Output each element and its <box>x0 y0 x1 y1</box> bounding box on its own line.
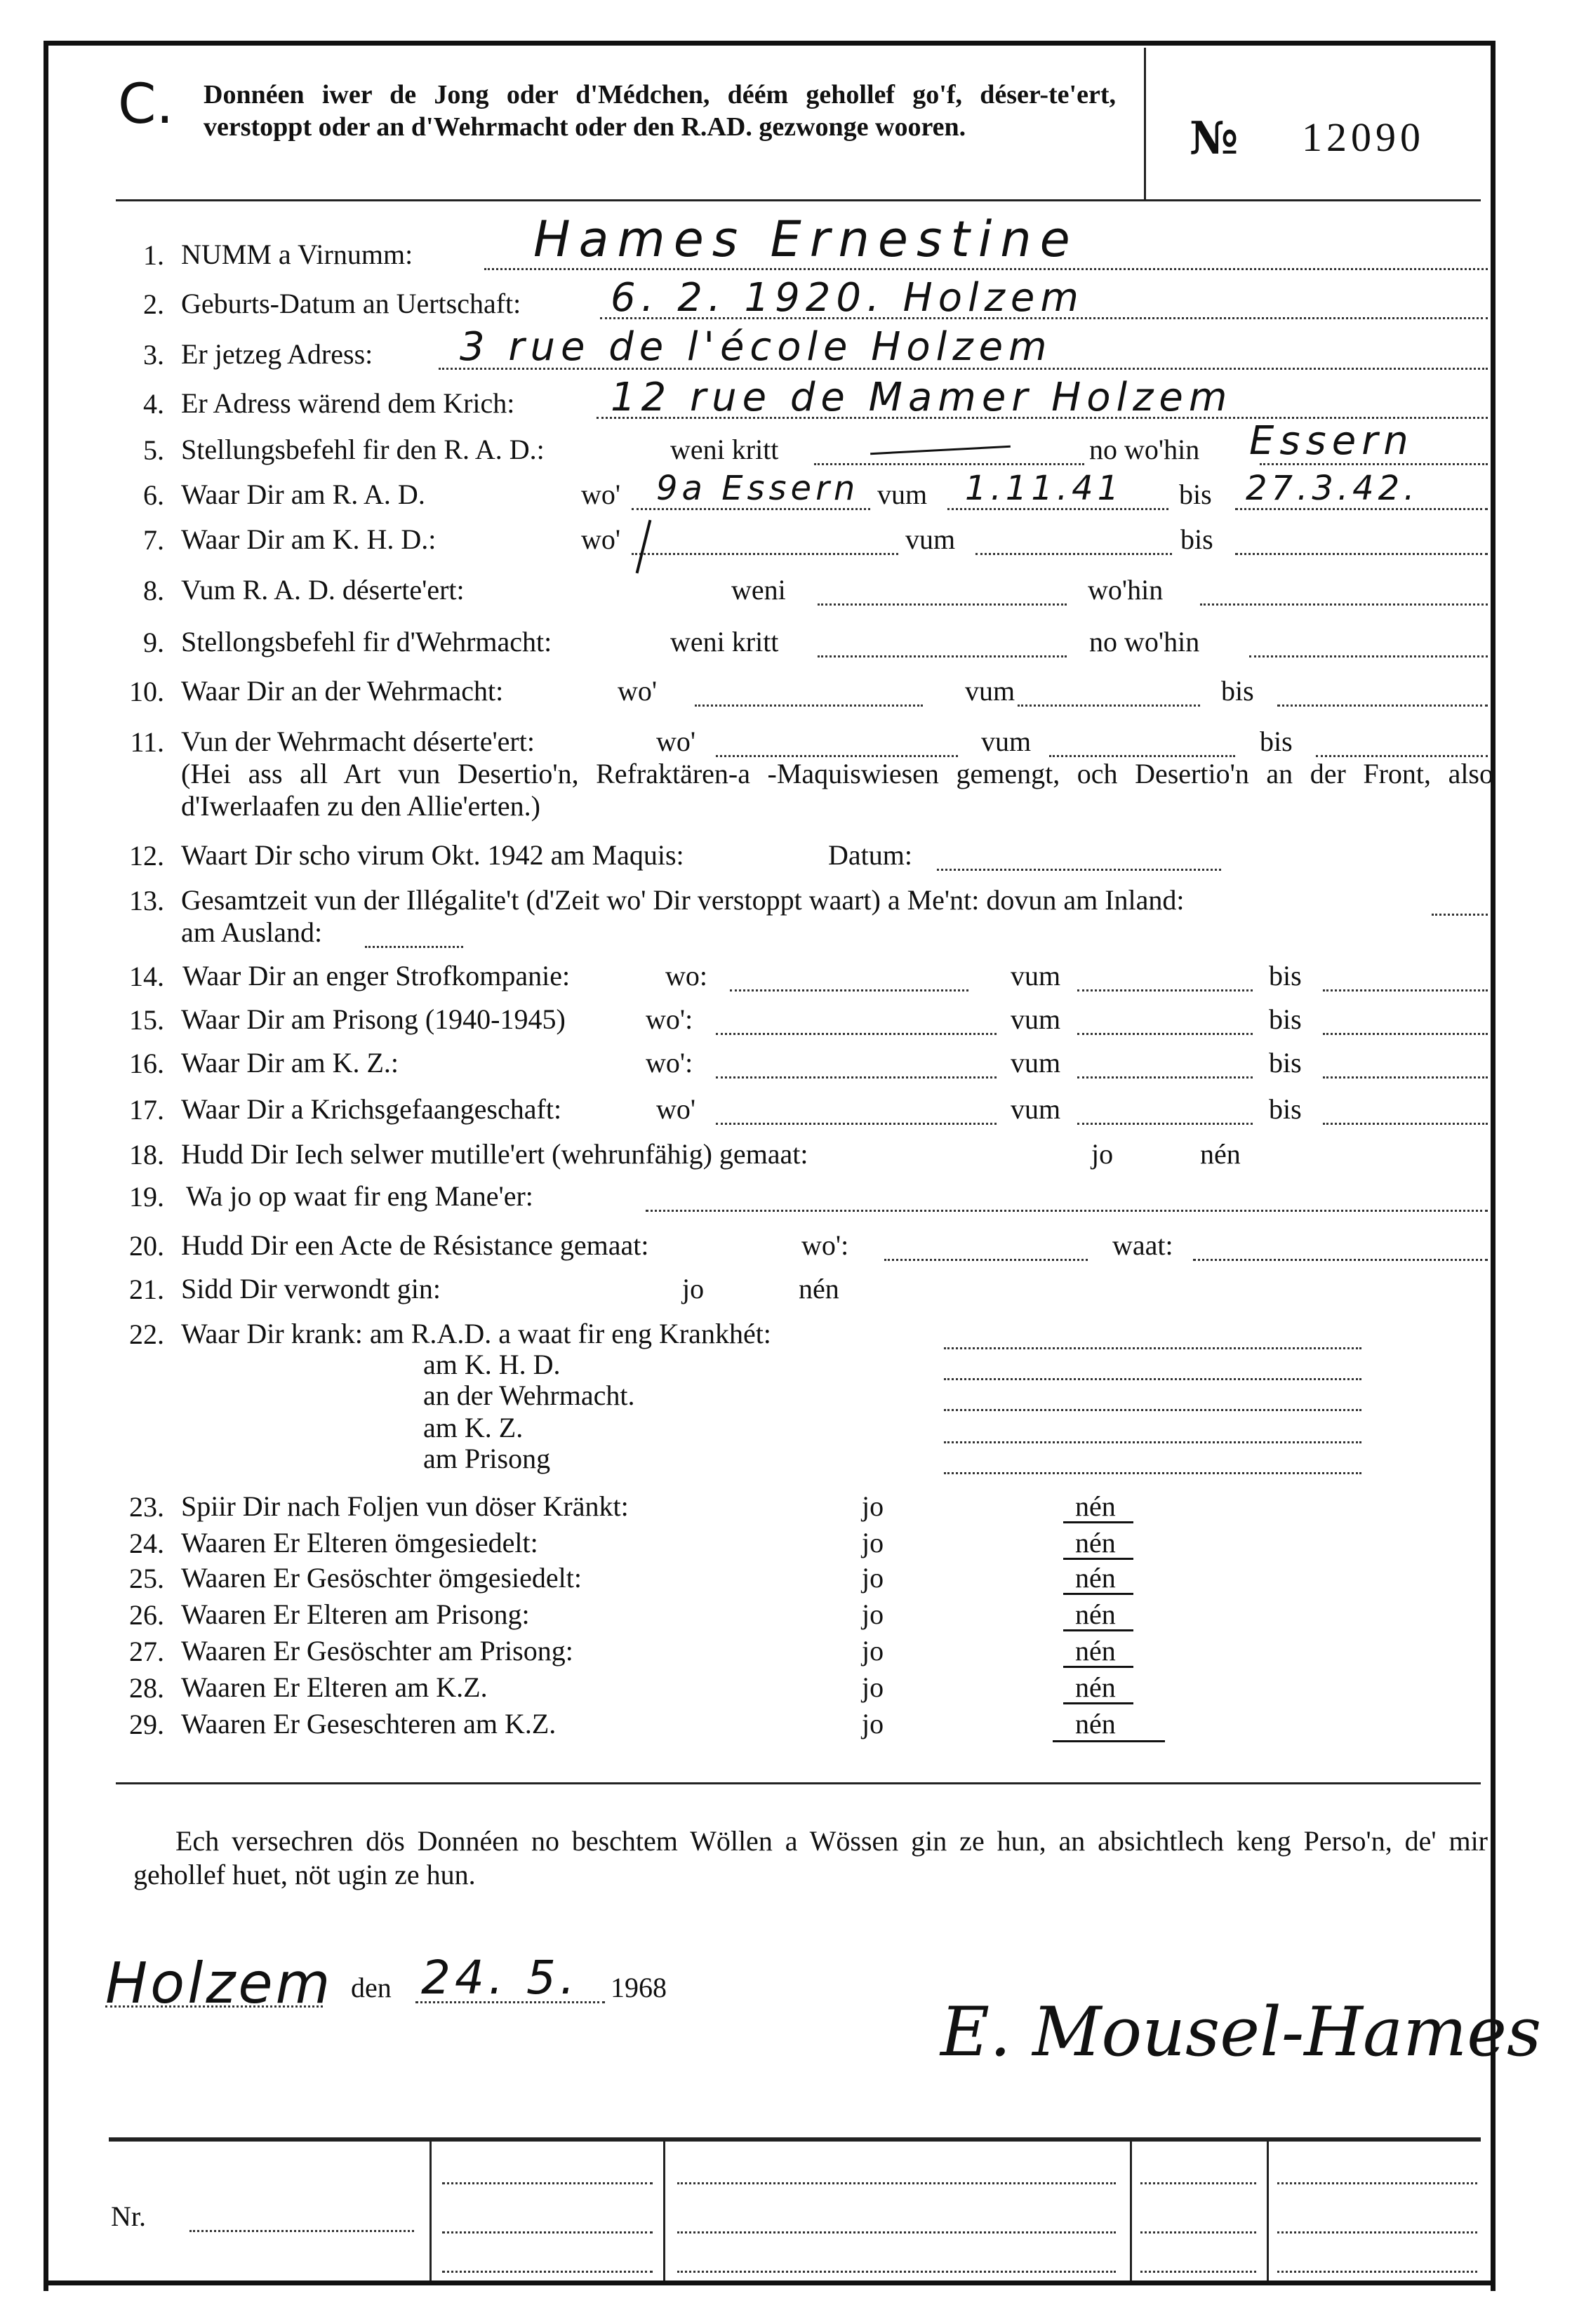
field-line <box>944 1441 1361 1443</box>
field-line <box>1077 1033 1253 1035</box>
field-number: 10. <box>129 676 164 707</box>
field-number: 11. <box>130 726 164 758</box>
footer-line <box>1140 2271 1256 2273</box>
field-number: 20. <box>129 1230 164 1262</box>
jo-option: jo <box>682 1273 705 1304</box>
nen-option: nén <box>1200 1138 1241 1170</box>
nen-option: nén <box>1075 1490 1116 1522</box>
document-number: 12090 <box>1302 114 1425 160</box>
wo-label: wo': <box>646 1003 693 1035</box>
wo-label: wo': <box>646 1047 693 1078</box>
declaration-text: Ech versechren dös Donnéen no beschtem Wöllen a Wössen gin ze hun, an absichtlech keng Perso'n, de' mir gehollef huet, nöt ugin ze hun. <box>133 1825 1488 1890</box>
field-line <box>1077 989 1253 991</box>
bis-label: bis <box>1179 479 1212 510</box>
field-line <box>1323 1123 1488 1125</box>
field-line <box>884 1259 1088 1261</box>
nen-underline <box>1053 1740 1165 1742</box>
field-label: Hudd Dir een Acte de Résistance gemaat: <box>181 1229 649 1261</box>
sub-label: am K. H. D. <box>423 1349 561 1380</box>
field-number: 26. <box>129 1599 164 1631</box>
field-label: Waar Dir am K. H. D.: <box>181 523 437 555</box>
handwritten-birth: 6. 2. 1920. Holzem <box>611 275 1084 321</box>
field-label: Vum R. A. D. déserte'ert: <box>181 574 465 606</box>
handwritten-destination: Essern <box>1249 418 1414 464</box>
bis-label: bis <box>1221 675 1254 707</box>
field-label: Waaren Er Geseschteren am K.Z. <box>181 1708 557 1739</box>
field-line <box>947 508 1168 510</box>
field-label: Stellungsbefehl fir den R. A. D.: <box>181 434 545 465</box>
nen-underline <box>1063 1558 1133 1560</box>
field-number: 7. <box>143 524 164 556</box>
field-line <box>1018 704 1200 707</box>
field-label: Sidd Dir verwondt gin: <box>181 1273 441 1304</box>
wohin-label: wo'hin <box>1088 574 1164 606</box>
bis-label: bis <box>1180 523 1213 555</box>
field-line <box>1235 553 1488 555</box>
footer-line <box>442 2182 653 2184</box>
field-label: Geburts-Datum an Uertschaft: <box>181 288 521 319</box>
field-label: Waaren Er Elteren am Prisong: <box>181 1598 530 1630</box>
footer-divider <box>663 2140 665 2280</box>
field-line <box>1193 1259 1488 1261</box>
field-number: 4. <box>143 388 164 420</box>
field-label: Er jetzeg Adress: <box>181 338 373 370</box>
field-number: 23. <box>129 1491 164 1523</box>
field-label: Gesamtzeit vun der Illégalite't (d'Zeit wo' Dir verstoppt waart) a Me'nt: dovun am Inland: <box>181 884 1185 916</box>
no-wohin-label: no wo'hin <box>1089 626 1200 657</box>
jo-option: jo <box>862 1598 884 1630</box>
nen-underline <box>1063 1629 1133 1631</box>
no-wohin-label: no wo'hin <box>1089 434 1200 465</box>
field-number: 17. <box>129 1094 164 1126</box>
field-line <box>695 704 923 707</box>
sub-label: am K. Z. <box>423 1412 524 1443</box>
wo-label: wo' <box>656 726 696 757</box>
field-label: Wa jo op waat fir eng Mane'er: <box>186 1180 533 1212</box>
field-number: 25. <box>129 1563 164 1594</box>
field-line <box>1077 1076 1253 1078</box>
desertion-note: (Hei ass all Art vun Desertio'n, Refraktären-a -Maquiswiesen gemengt, och Desertio'n an der Front, also d'Iwerlaafen zu den Allie'erten.) <box>181 758 1493 822</box>
field-line <box>1323 1033 1488 1035</box>
wo-label: wo': <box>801 1229 849 1261</box>
handwritten-rad-place: 9a Essern <box>656 469 860 508</box>
vum-label: vum <box>965 675 1015 707</box>
weni-label: weni kritt <box>670 626 779 657</box>
handwritten-rad-to: 27.3.42. <box>1246 469 1419 508</box>
weni-label: weni kritt <box>670 434 779 465</box>
field-line <box>1316 755 1488 757</box>
field-label: Spiir Dir nach Foljen vun döser Kränkt: <box>181 1490 629 1522</box>
field-label: Waaren Er Gesöschter am Prisong: <box>181 1635 573 1667</box>
field-label: Waar Dir an der Wehrmacht: <box>181 675 504 707</box>
field-line <box>632 508 870 510</box>
field-line <box>646 1210 1488 1212</box>
nen-option: nén <box>1075 1708 1116 1739</box>
nen-underline <box>1063 1702 1133 1704</box>
footer-divider <box>429 2140 432 2280</box>
field-number: 24. <box>129 1528 164 1559</box>
field-number: 14. <box>129 961 164 992</box>
field-label: NUMM a Virnumm: <box>181 239 413 270</box>
bis-label: bis <box>1269 1003 1302 1035</box>
field-number: 5. <box>143 434 164 466</box>
field-line <box>484 268 1488 270</box>
vum-label: vum <box>877 479 928 510</box>
field-label: Waaren Er Elteren ömgesiedelt: <box>181 1527 538 1558</box>
jo-option: jo <box>862 1708 884 1739</box>
field-line <box>632 553 898 555</box>
field-number: 8. <box>143 575 164 606</box>
bis-label: bis <box>1260 726 1293 757</box>
year-label: 1968 <box>611 1972 667 2003</box>
header-divider <box>1144 48 1146 201</box>
handwritten-name: Hames Ernestine <box>533 211 1079 268</box>
header-text: Donnéen iwer de Jong oder d'Médchen, déém gehollef go'f, déser-te'ert, verstoppt oder an d'Wehrmacht oder den R.AD. gezwonge wooren. <box>204 80 1116 142</box>
handwritten-rad-from: 1.11.41 <box>965 469 1124 508</box>
handwritten-war-address: 12 rue de Mamer Holzem <box>611 375 1233 420</box>
field-line <box>975 553 1172 555</box>
field-line <box>818 655 1067 657</box>
nen-underline <box>1063 1666 1133 1668</box>
field-label: Waar Dir an enger Strofkompanie: <box>182 960 571 991</box>
field-line <box>1235 508 1488 510</box>
field-label: Er Adress wärend dem Krich: <box>181 387 515 419</box>
vum-label: vum <box>905 523 956 555</box>
field-label: Waar Dir a Krichsgefaangeschaft: <box>181 1093 562 1125</box>
jo-option: jo <box>1091 1138 1114 1170</box>
number-label: № <box>1190 112 1239 165</box>
field-line <box>730 989 968 991</box>
footer-line <box>677 2182 1116 2184</box>
nr-label: Nr. <box>111 2201 146 2232</box>
bis-label: bis <box>1269 1047 1302 1078</box>
field-label: Waar Dir am K. Z.: <box>181 1047 399 1078</box>
field-number: 9. <box>143 627 164 658</box>
bis-label: bis <box>1269 1093 1302 1125</box>
field-line <box>716 755 958 757</box>
field-number: 12. <box>129 840 164 872</box>
field-label: Waart Dir scho virum Okt. 1942 am Maquis: <box>181 839 684 871</box>
field-label: Stellongsbefehl fir d'Wehrmacht: <box>181 626 552 657</box>
wo-label: wo' <box>581 523 621 555</box>
field-label-abroad: am Ausland: <box>181 916 323 948</box>
field-line <box>189 2230 414 2232</box>
field-line <box>944 1347 1361 1349</box>
field-number: 15. <box>129 1004 164 1036</box>
field-line <box>365 946 463 948</box>
sub-label: am Prisong <box>423 1443 551 1474</box>
footer-line <box>442 2271 653 2273</box>
weni-label: weni <box>731 574 786 606</box>
wo-label: wo' <box>581 479 621 510</box>
footer-divider <box>1130 2140 1132 2280</box>
nen-underline <box>1063 1593 1133 1595</box>
field-label: Waar Dir krank: am R.A.D. a waat fir eng Krankhét: <box>181 1318 771 1349</box>
field-number: 27. <box>129 1636 164 1667</box>
field-number: 13. <box>129 885 164 916</box>
footer-divider <box>1267 2140 1269 2280</box>
field-number: 18. <box>129 1139 164 1170</box>
field-line <box>814 463 1084 465</box>
field-line <box>716 1123 997 1125</box>
vum-label: vum <box>1011 1047 1061 1078</box>
nen-option: nén <box>1075 1635 1116 1667</box>
field-line <box>1200 603 1488 606</box>
wo-label: wo: <box>665 960 707 991</box>
jo-option: jo <box>862 1562 884 1594</box>
nen-option: nén <box>1075 1598 1116 1630</box>
field-line <box>716 1033 997 1035</box>
field-label: Waaren Er Gesöschter ömgesiedelt: <box>181 1562 582 1594</box>
field-number: 28. <box>129 1672 164 1704</box>
field-number: 19. <box>129 1181 164 1213</box>
footer-line <box>677 2271 1116 2273</box>
nen-option: nén <box>1075 1527 1116 1558</box>
footer-line <box>1140 2182 1256 2184</box>
footer-line <box>1277 2182 1477 2184</box>
footer-line <box>677 2231 1116 2233</box>
handwritten-date: 24. 5. <box>421 1951 579 2005</box>
field-line <box>1049 755 1235 757</box>
vum-label: vum <box>1011 960 1061 991</box>
field-line <box>818 603 1067 606</box>
field-line <box>1323 1076 1488 1078</box>
footer-line <box>1277 2231 1477 2233</box>
field-line <box>944 1378 1361 1380</box>
section-rule <box>116 1782 1481 1784</box>
field-line <box>716 1076 997 1078</box>
field-label: Waar Dir am Prisong (1940-1945) <box>181 1003 566 1035</box>
handwritten-address: 3 rue de l'école Holzem <box>460 324 1053 370</box>
field-line <box>1077 1123 1253 1125</box>
waat-label: waat: <box>1112 1229 1173 1261</box>
field-line <box>1432 914 1488 916</box>
nen-option: nén <box>1075 1671 1116 1703</box>
field-number: 21. <box>129 1274 164 1305</box>
wo-label: wo' <box>618 675 658 707</box>
field-number: 22. <box>129 1318 164 1350</box>
header-rule <box>116 199 1481 201</box>
footer-line <box>1277 2271 1477 2273</box>
footer-line <box>1140 2231 1256 2233</box>
field-label: Hudd Dir Iech selwer mutille'ert (wehrunfähig) gemaat: <box>181 1138 808 1170</box>
nen-option: nén <box>799 1273 839 1304</box>
nen-underline <box>1063 1521 1133 1523</box>
jo-option: jo <box>862 1527 884 1558</box>
section-letter: C. <box>118 73 174 136</box>
field-line <box>1249 655 1488 657</box>
field-line <box>944 1409 1361 1411</box>
jo-option: jo <box>862 1635 884 1667</box>
field-line <box>944 1472 1361 1474</box>
footer-line <box>442 2231 653 2233</box>
field-number: 3. <box>143 339 164 370</box>
sub-label: an der Wehrmacht. <box>423 1380 635 1411</box>
field-number: 6. <box>143 479 164 511</box>
field-number: 1. <box>143 239 164 271</box>
field-label: Waaren Er Elteren am K.Z. <box>181 1671 488 1703</box>
vum-label: vum <box>1011 1003 1061 1035</box>
handwritten-place: Holzem <box>105 1951 333 2016</box>
jo-option: jo <box>862 1671 884 1703</box>
jo-option: jo <box>862 1490 884 1522</box>
field-number: 2. <box>143 288 164 320</box>
wo-label: wo' <box>656 1093 696 1125</box>
field-number: 29. <box>129 1709 164 1740</box>
vum-label: vum <box>981 726 1032 757</box>
field-line <box>105 2005 323 2008</box>
datum-label: Datum: <box>828 839 912 871</box>
handwritten-signature: E. Mousel-Hames <box>940 1993 1542 2071</box>
field-label: Vun der Wehrmacht déserte'ert: <box>181 726 535 757</box>
vum-label: vum <box>1011 1093 1061 1125</box>
field-line <box>1277 704 1488 707</box>
bis-label: bis <box>1269 960 1302 991</box>
field-line <box>937 869 1221 871</box>
footer-rule <box>109 2137 1481 2142</box>
field-line <box>1323 989 1488 991</box>
den-label: den <box>351 1972 392 2003</box>
form-frame-bottom <box>44 2280 1495 2285</box>
field-number: 16. <box>129 1048 164 1079</box>
nen-option: nén <box>1075 1562 1116 1594</box>
field-label: Waar Dir am R. A. D. <box>181 479 425 510</box>
